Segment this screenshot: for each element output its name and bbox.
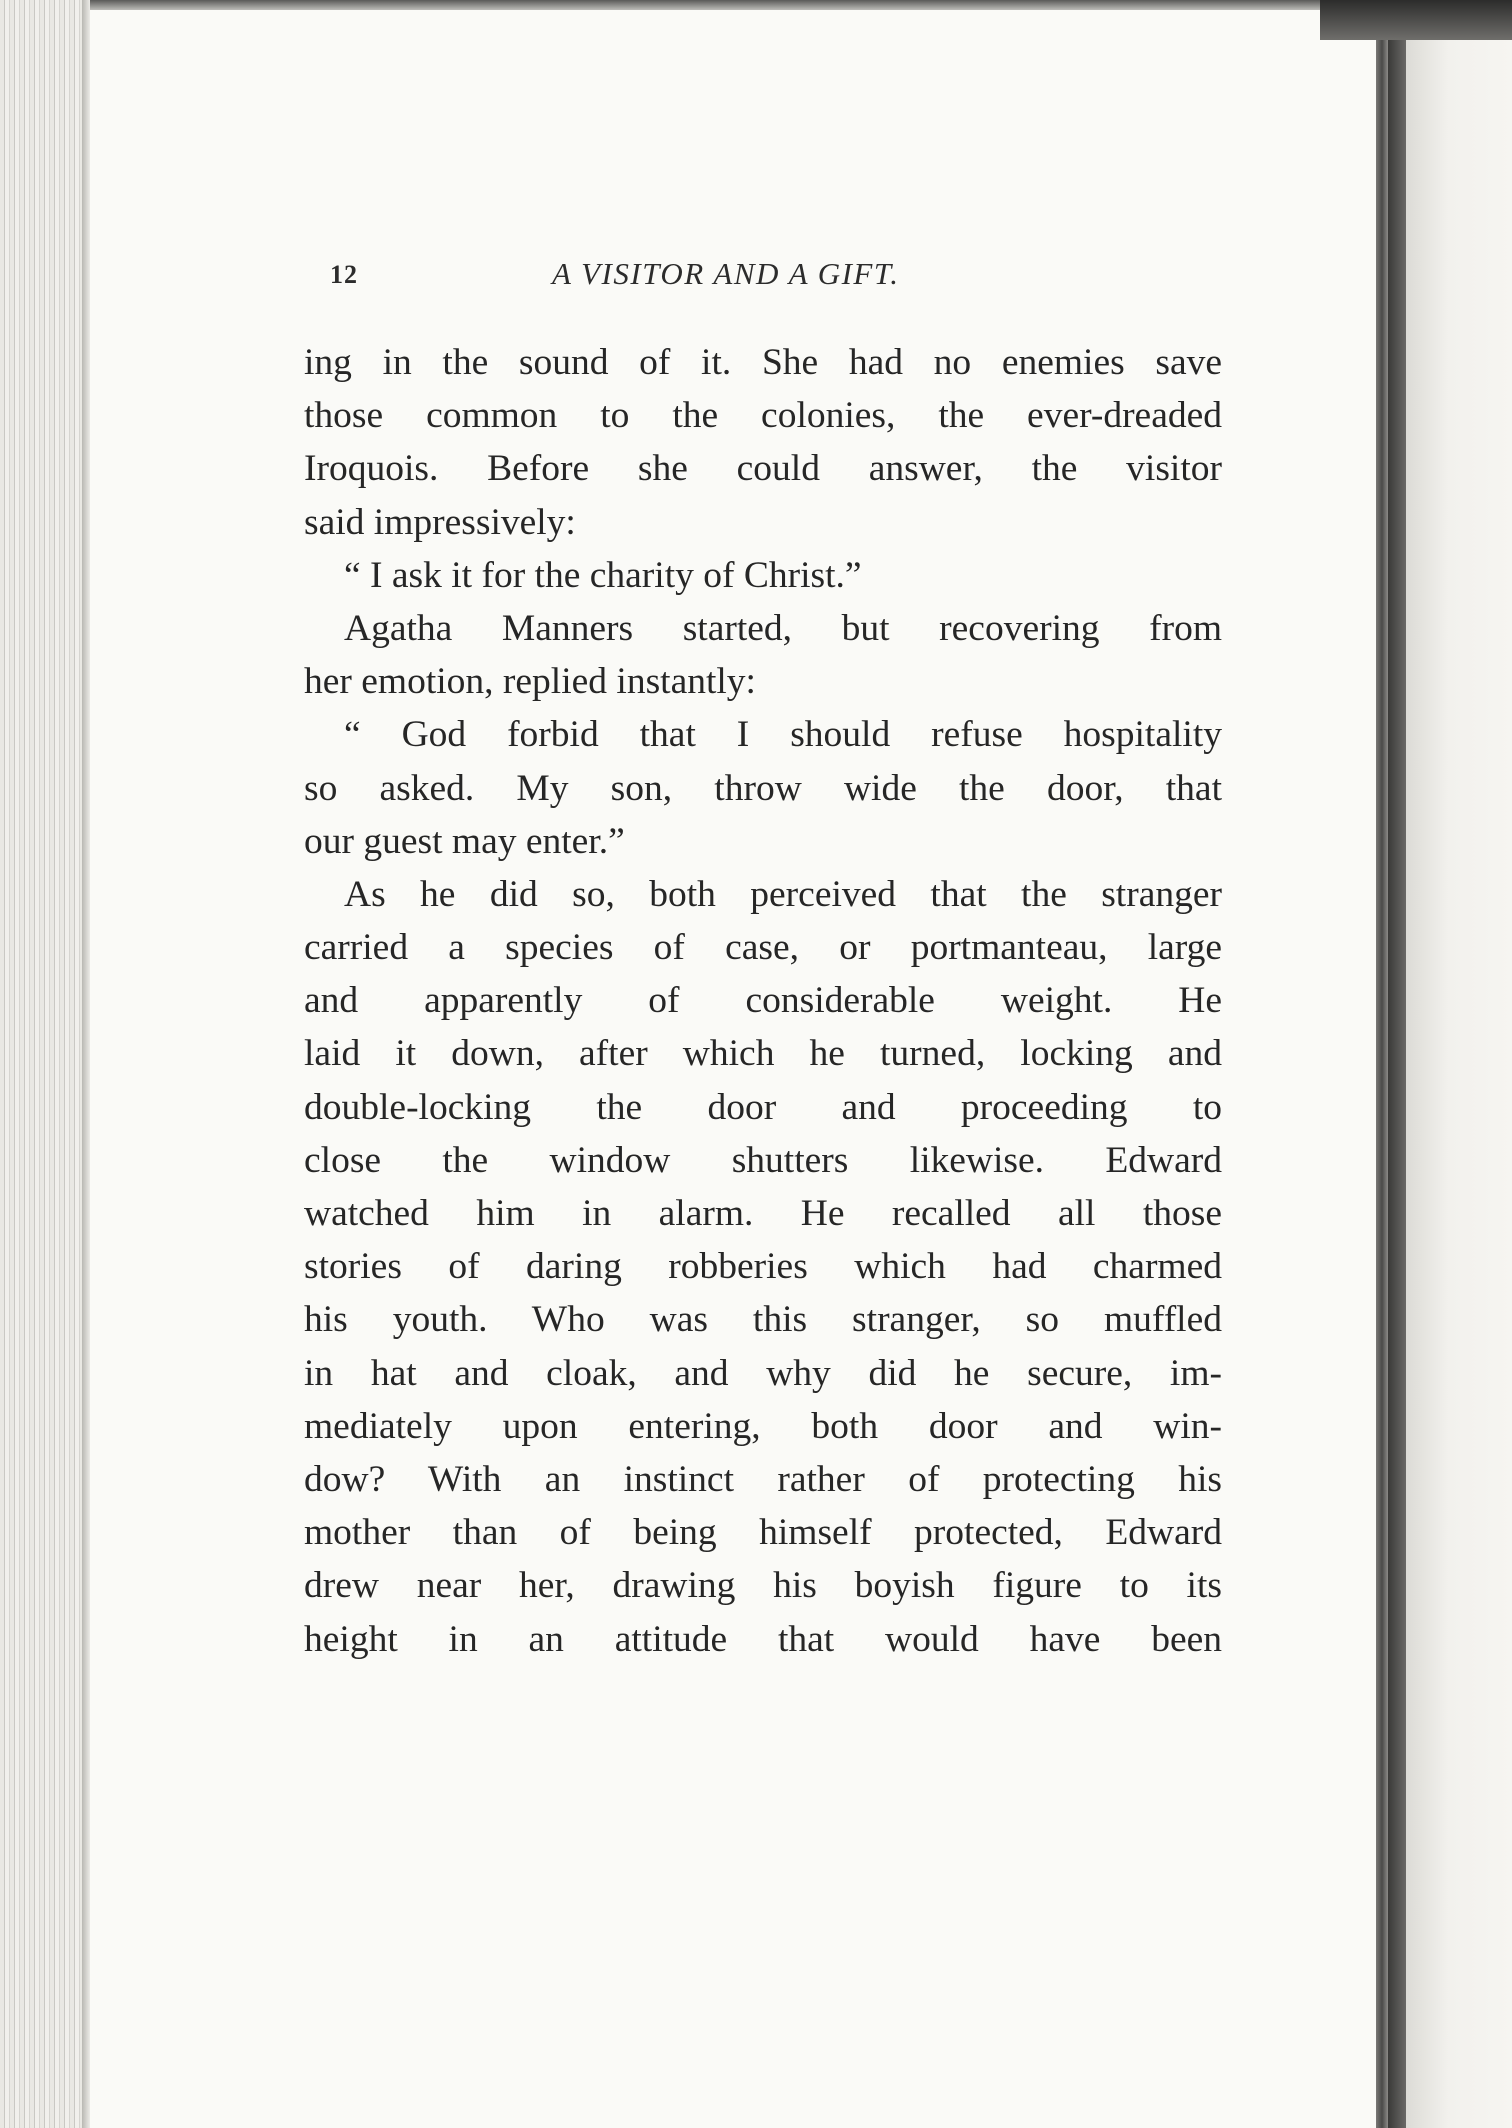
top-edge	[90, 0, 1420, 10]
running-title: A VISITOR AND A GIFT.	[552, 256, 900, 291]
text-line: double-locking the door and proceeding to	[304, 1086, 1222, 1128]
text-line: mother than of being himself protected, Edward	[304, 1512, 1222, 1554]
page-number: 12	[330, 260, 358, 289]
binding-gutter	[1388, 0, 1406, 2128]
text-line: As he did so, both perceived that the stranger	[344, 873, 1222, 915]
text-line: her emotion, replied instantly:	[304, 661, 756, 703]
text-line: height in an attitude that would have been	[304, 1618, 1222, 1660]
text-line: Iroquois. Before she could answer, the visitor	[304, 448, 1222, 490]
book-binding	[1376, 0, 1388, 2128]
page-edge-shadow	[82, 0, 90, 2128]
text-line: those common to the colonies, the ever-dreaded	[304, 395, 1222, 437]
running-header	[330, 256, 1210, 296]
book-page-edges	[0, 0, 88, 2128]
text-line: his youth. Who was this stranger, so muffled	[304, 1299, 1222, 1341]
text-line: mediately upon entering, both door and win-	[304, 1405, 1222, 1447]
scan-corner-shadow	[1320, 0, 1512, 40]
text-line: dow? With an instinct rather of protecting his	[304, 1458, 1222, 1500]
text-line: in hat and cloak, and why did he secure, im-	[304, 1352, 1222, 1394]
text-line: close the window shutters likewise. Edward	[304, 1139, 1222, 1181]
text-line: “ God forbid that I should refuse hospitality	[344, 714, 1222, 756]
text-line: carried a species of case, or portmanteau, large	[304, 927, 1222, 969]
text-line: “ I ask it for the charity of Christ.”	[344, 554, 862, 596]
page-body-text	[304, 336, 1222, 1666]
text-line: laid it down, after which he turned, locking and	[304, 1033, 1222, 1075]
text-line: said impressively:	[304, 501, 576, 543]
text-line: Agatha Manners started, but recovering from	[344, 607, 1222, 649]
text-line: drew near her, drawing his boyish figure to its	[304, 1565, 1222, 1607]
text-line: our guest may enter.”	[304, 820, 625, 862]
text-line: so asked. My son, throw wide the door, that	[304, 767, 1222, 809]
text-line: watched him in alarm. He recalled all those	[304, 1193, 1222, 1234]
text-line: stories of daring robberies which had charmed	[304, 1246, 1222, 1288]
text-line: ing in the sound of it. She had no enemies save	[304, 342, 1222, 383]
facing-page-edge	[1406, 0, 1512, 2128]
text-line: and apparently of considerable weight. He	[304, 980, 1222, 1022]
